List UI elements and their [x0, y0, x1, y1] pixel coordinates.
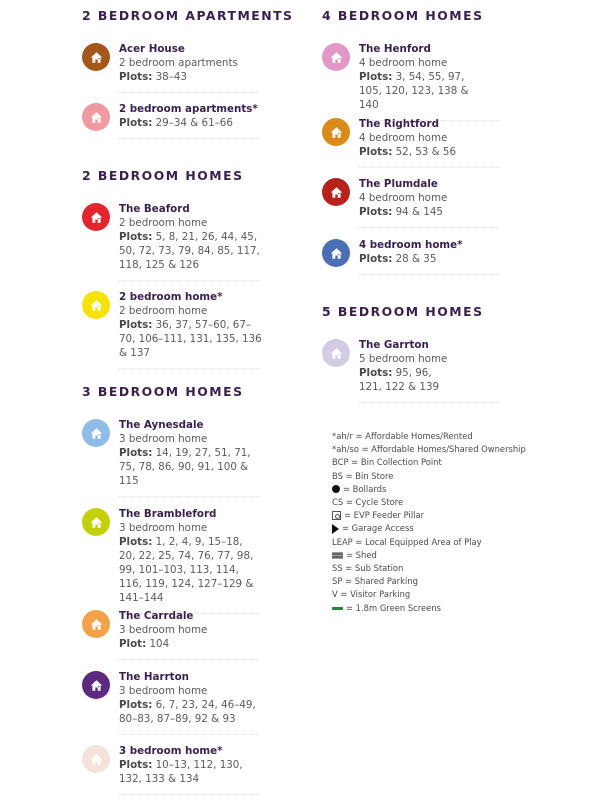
- house-icon: [90, 211, 103, 224]
- home-type-label: 2 bedroom home: [119, 305, 208, 317]
- legend-entry: [332, 470, 572, 483]
- house-marker-icon: [322, 43, 350, 71]
- legend-entry: [332, 536, 572, 549]
- plots-list: [359, 145, 479, 159]
- dotted-divider: [359, 274, 499, 275]
- legend-text: BS = Bin Store: [332, 470, 394, 481]
- legend-entry: [332, 443, 572, 456]
- house-marker-icon: [82, 43, 110, 71]
- dotted-divider: [359, 227, 499, 228]
- house-icon: [90, 427, 103, 440]
- dotted-divider: [119, 659, 259, 660]
- dotted-divider: [359, 402, 499, 403]
- plots-list: [119, 637, 262, 651]
- house-marker-icon: [82, 291, 110, 319]
- legend-text: = EVP Feeder Pillar: [344, 510, 425, 521]
- home-type-label: 3 bedroom home: [119, 522, 208, 534]
- house-marker-icon: [82, 203, 110, 231]
- legend-entry: [332, 562, 572, 575]
- plots-value: 94 & 145: [395, 206, 443, 218]
- plots-label: Plots:: [359, 253, 393, 265]
- legend-entry: [332, 456, 572, 469]
- house-marker-icon: [82, 671, 110, 699]
- plots-value: 10–13, 112, 130, 132, 133 & 134: [119, 759, 243, 785]
- shed-bar-icon: [332, 552, 343, 559]
- home-name: 4 bedroom home*: [359, 239, 463, 251]
- house-icon: [90, 299, 103, 312]
- home-name: The Brambleford: [119, 508, 217, 520]
- dotted-divider: [119, 368, 259, 369]
- dotted-divider: [119, 92, 259, 93]
- home-name: The Aynesdale: [119, 419, 204, 431]
- legend-text: = 1.8m Green Screens: [346, 602, 441, 613]
- legend-text: *ah/so = Affordable Homes/Shared Ownership: [332, 444, 526, 455]
- house-marker-icon: [322, 178, 350, 206]
- section-title-2-bedroom-apartments: 2 BEDROOM APARTMENTS: [82, 8, 294, 23]
- home-type-the-rightford: [322, 117, 522, 168]
- plots-label: Plots:: [119, 319, 153, 331]
- house-icon: [90, 618, 103, 631]
- plots-list: [359, 70, 477, 112]
- home-type-3-bedroom-home: [82, 744, 282, 795]
- plots-label: Plot:: [119, 638, 147, 650]
- house-icon: [330, 347, 343, 360]
- dotted-divider: [119, 496, 259, 497]
- plots-value: 95, 96, 121, 122 & 139: [359, 367, 440, 393]
- plots-value: 6, 7, 23, 24, 46–49, 80–83, 87–89, 92 & 93: [119, 699, 256, 725]
- legend-entry: [332, 602, 572, 615]
- legend-text: CS = Cycle Store: [332, 497, 404, 508]
- home-type-the-harrton: [82, 670, 282, 735]
- home-type-the-carrdale: [82, 609, 282, 660]
- home-type-label: 2 bedroom apartments: [119, 57, 238, 69]
- legend-entry: [332, 496, 572, 509]
- plots-label: Plots:: [119, 231, 153, 243]
- home-type-2-bedroom-home: [82, 290, 282, 369]
- home-type-label: 4 bedroom home: [359, 192, 448, 204]
- legend-text: V = Visitor Parking: [332, 589, 411, 600]
- home-type-the-garrton: [322, 338, 522, 403]
- house-icon: [90, 51, 103, 64]
- dotted-divider: [359, 167, 499, 168]
- plots-list: [119, 535, 262, 605]
- section-title-2-bedroom-homes: 2 BEDROOM HOMES: [82, 168, 244, 183]
- house-icon: [90, 111, 103, 124]
- home-name: The Plumdale: [359, 178, 438, 190]
- home-name: The Henford: [359, 43, 431, 55]
- legend-entry: [332, 483, 572, 496]
- dotted-divider: [119, 280, 259, 281]
- plots-label: Plots:: [119, 71, 153, 83]
- legend-text: BCP = Bin Collection Point: [332, 457, 442, 468]
- home-type-the-brambleford: [82, 507, 282, 614]
- home-type-label: 3 bedroom home: [119, 624, 208, 636]
- garage-triangle-icon: [332, 524, 339, 534]
- home-name: 3 bedroom home*: [119, 745, 223, 757]
- home-type-label: 4 bedroom home: [359, 132, 448, 144]
- plots-list: [359, 252, 479, 266]
- plots-label: Plots:: [359, 146, 393, 158]
- plots-label: Plots:: [119, 759, 153, 771]
- plots-label: Plots:: [119, 536, 153, 548]
- house-marker-icon: [322, 239, 350, 267]
- plots-list: [119, 230, 262, 272]
- home-type-label: 3 bedroom home: [119, 685, 208, 697]
- home-name: The Beaford: [119, 203, 190, 215]
- house-icon: [330, 247, 343, 260]
- plots-label: Plots:: [119, 699, 153, 711]
- green-line-icon: [332, 607, 343, 610]
- home-name: 2 bedroom apartments*: [119, 103, 258, 115]
- plots-list: [119, 698, 262, 726]
- house-icon: [330, 126, 343, 139]
- legend-text: SS = Sub Station: [332, 563, 404, 574]
- plots-label: Plots:: [359, 367, 393, 379]
- plots-value: 36, 37, 57–60, 67–70, 106–111, 131, 135, 136 & 137: [119, 319, 262, 359]
- legend-entry: [332, 430, 572, 443]
- home-type-label: 4 bedroom home: [359, 57, 448, 69]
- plots-label: Plots:: [119, 117, 153, 129]
- home-type-the-beaford: [82, 202, 282, 281]
- plots-value: 3, 54, 55, 97, 105, 120, 123, 138 & 140: [359, 71, 469, 111]
- plots-list: [119, 70, 262, 84]
- feeder-pillar-icon: [332, 511, 341, 520]
- home-name: The Garrton: [359, 339, 429, 351]
- home-type-the-henford: [322, 42, 522, 121]
- house-icon: [330, 51, 343, 64]
- plots-value: 5, 8, 21, 26, 44, 45, 50, 72, 73, 79, 84, 85, 117, 118, 125 & 126: [119, 231, 260, 271]
- plots-label: Plots:: [359, 71, 393, 83]
- house-marker-icon: [82, 419, 110, 447]
- dotted-divider: [119, 138, 259, 139]
- section-title-3-bedroom-homes: 3 BEDROOM HOMES: [82, 384, 244, 399]
- house-marker-icon: [82, 610, 110, 638]
- house-marker-icon: [322, 339, 350, 367]
- legend-entry: [332, 588, 572, 601]
- home-name: Acer House: [119, 43, 185, 55]
- legend-text: = Bollards: [343, 483, 387, 494]
- house-icon: [90, 679, 103, 692]
- house-icon: [330, 186, 343, 199]
- legend-entry: [332, 575, 572, 588]
- legend-text: = Shed: [346, 549, 377, 560]
- plots-list: [119, 446, 262, 488]
- home-type-4-bedroom-home: [322, 238, 522, 275]
- house-marker-icon: [82, 508, 110, 536]
- plots-label: Plots:: [359, 206, 393, 218]
- section-title-5-bedroom-homes: 5 BEDROOM HOMES: [322, 304, 484, 319]
- plots-value: 52, 53 & 56: [395, 146, 457, 158]
- dotted-divider: [119, 794, 259, 795]
- legend-text: LEAP = Local Equipped Area of Play: [332, 536, 482, 547]
- home-name: The Harrton: [119, 671, 189, 683]
- house-icon: [90, 753, 103, 766]
- house-marker-icon: [82, 103, 110, 131]
- home-type-label: 5 bedroom home: [359, 353, 448, 365]
- home-type-the-plumdale: [322, 177, 522, 228]
- plots-list: [119, 758, 262, 786]
- legend-entry: [332, 522, 572, 535]
- home-type-acer-house: [82, 42, 282, 93]
- home-type-label: 3 bedroom home: [119, 433, 208, 445]
- home-type-2-bedroom-apartments: [82, 102, 282, 139]
- bollard-dot-icon: [332, 485, 340, 493]
- key-legend: [332, 430, 572, 615]
- plots-value: 38–43: [155, 71, 187, 83]
- home-type-label: 2 bedroom home: [119, 217, 208, 229]
- home-type-the-aynesdale: [82, 418, 282, 497]
- legend-text: = Garage Access: [342, 523, 414, 534]
- plots-value: 29–34 & 61–66: [155, 117, 233, 129]
- plots-list: [119, 116, 262, 130]
- house-marker-icon: [322, 118, 350, 146]
- plots-list: [359, 205, 479, 219]
- plots-label: Plots:: [119, 447, 153, 459]
- plots-list: [359, 366, 444, 394]
- house-marker-icon: [82, 745, 110, 773]
- section-title-4-bedroom-homes: 4 BEDROOM HOMES: [322, 8, 484, 23]
- dotted-divider: [119, 734, 259, 735]
- plots-value: 14, 19, 27, 51, 71, 75, 78, 86, 90, 91, 100 & 115: [119, 447, 251, 487]
- plots-list: [119, 318, 262, 360]
- legend-entry: [332, 549, 572, 562]
- plots-value: 28 & 35: [395, 253, 437, 265]
- house-icon: [90, 516, 103, 529]
- plots-value: 104: [149, 638, 170, 650]
- plots-value: 1, 2, 4, 9, 15–18, 20, 22, 25, 74, 76, 77, 98, 99, 101–103, 113, 114, 116, 119, 124, 127–129 & 141–144: [119, 536, 254, 604]
- home-name: 2 bedroom home*: [119, 291, 223, 303]
- legend-entry: [332, 509, 572, 522]
- legend-text: SP = Shared Parking: [332, 576, 418, 587]
- home-name: The Rightford: [359, 118, 440, 130]
- legend-text: *ah/r = Affordable Homes/Rented: [332, 431, 473, 441]
- home-name: The Carrdale: [119, 610, 194, 622]
